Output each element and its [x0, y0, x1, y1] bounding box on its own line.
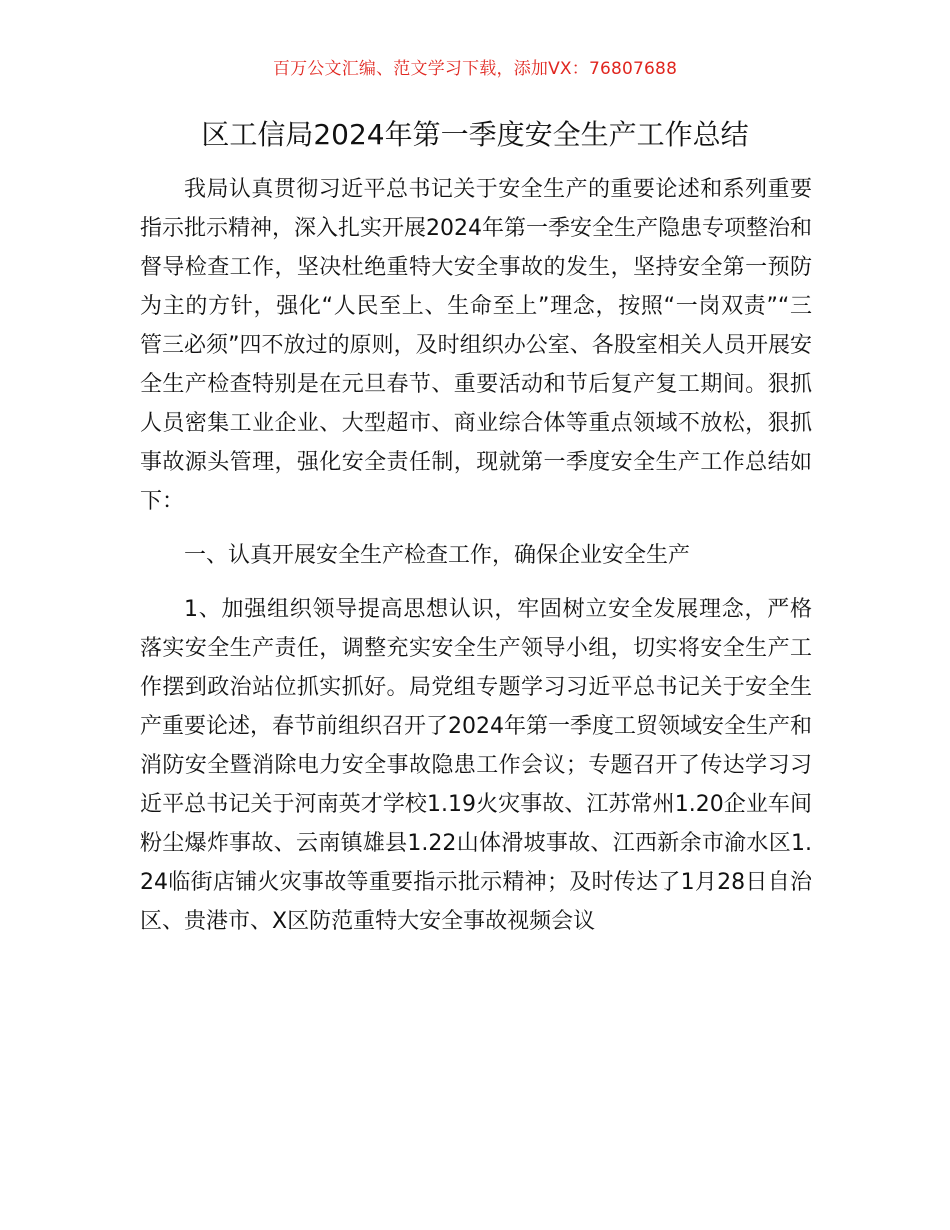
header-watermark-note: 百万公文汇编、范文学习下载，添加VX：76807688 [272, 59, 678, 79]
document-title: 区工信局2024年第一季度安全生产工作总结 [201, 118, 749, 151]
section-heading-1: 一、认真开展安全生产检查工作，确保企业安全生产 [184, 543, 691, 568]
intro-paragraph: 我局认真贯彻习近平总书记关于安全生产的重要论述和系列重要指示批示精神，深入扎实开展2024年第一季安全生产隐患专项整治和督导检查工作，坚决杜绝重特大安全事故的发生，坚持安全第一预防为主的方针，强化“人民至上、生命至上”理念，按照“一岗双责”“三管三必须”四不放过的原则，及时组织办公室、各股室相关人员开展安全生产检查特别是在元旦春节、重要活动和节后复产复工期间。狠抓人员密集工业企业、大型超市、商业综合体等重点领域不放松，狠抓事故源头管理，强化安全责任制，现就第一季度安全生产工作总结如下： [140, 177, 812, 514]
document-body [140, 170, 812, 941]
section-paragraph-1: 1、加强组织领导提高思想认识，牢固树立安全发展理念，严格落实安全生产责任，调整充实安全生产领导小组，切实将安全生产工作摆到政治站位抓实抓好。局党组专题学习习近平总书记关于安全生产重要论述，春节前组织召开了2024年第一季度工贸领域安全生产和消防安全暨消除电力安全事故隐患工作会议；专题召开了传达学习习近平总书记关于河南英才学校1.19火灾事故、江苏常州1.20企业车间粉尘爆炸事故、云南镇雄县1.22山体滑坡事故、江西新余市渝水区1.24临街店铺火灾事故等重要指示批示精神；及时传达了1月28日自治区、贵港市、X区防范重特大安全事故视频会议 [140, 597, 812, 934]
